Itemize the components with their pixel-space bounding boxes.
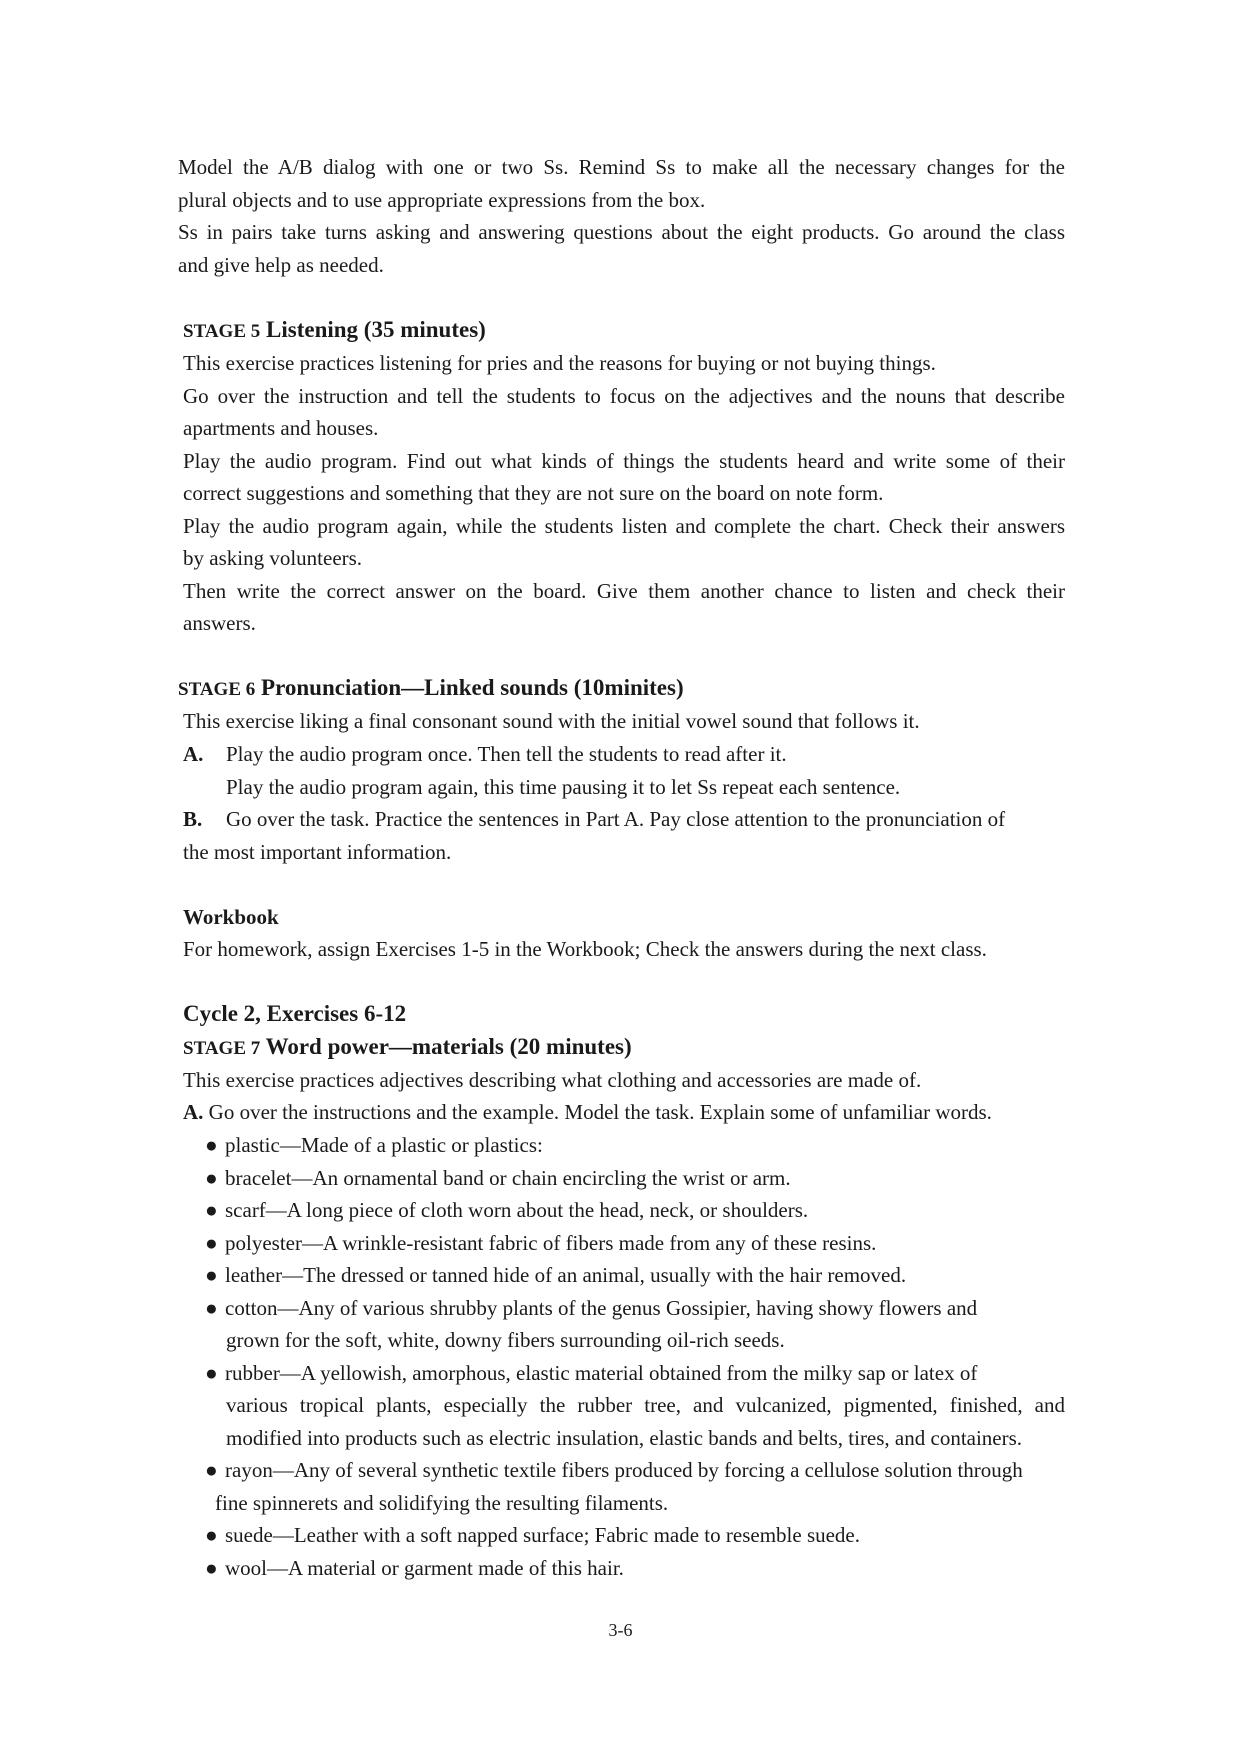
bullet-icon: ● [205,1556,218,1580]
stage7-a-label: A. [183,1100,204,1124]
stage6-b-text-1: Go over the task. Practice the sentences in Part A. Pay close attention to the pronunciation of [226,807,1006,831]
stage5-prefix: STAGE 5 [183,321,261,342]
intro-line-4: and give help as needed. [178,253,384,277]
stage5-line-4: Play the audio program. Find out what kinds of things the students heard and write some of their [183,449,1065,473]
list-item-text: suede—Leather with a soft napped surface; Fabric made to resemble suede. [225,1523,861,1547]
bullet-icon: ● [205,1523,218,1547]
stage6-a-label: A. [183,742,204,766]
list-item-rubber-cont-2: modified into products such as electric insulation, elastic bands and belts, tires, and containers. [226,1426,1023,1450]
stage7-prefix: STAGE 7 [183,1038,261,1059]
stage7-heading [183,1031,632,1065]
stage5-line-2: Go over the instruction and tell the students to focus on the adjectives and the nouns that describe [183,384,1065,408]
list-item-suede [205,1519,860,1551]
stage5-line-5: correct suggestions and something that they are not sure on the board on note form. [183,481,884,505]
stage6-a-line-2: Play the audio program again, this time pausing it to let Ss repeat each sentence. [226,775,901,799]
stage5-title: Listening (35 minutes) [266,317,486,342]
stage7-intro: This exercise practices adjectives describing what clothing and accessories are made of. [183,1068,922,1092]
stage6-title: Pronunciation—Linked sounds (10minites) [261,675,684,700]
list-item-bracelet [205,1162,791,1194]
bullet-icon: ● [205,1296,218,1320]
stage7-title: Word power—materials (20 minutes) [265,1034,632,1059]
stage6-intro: This exercise liking a final consonant sound with the initial vowel sound that follows it. [183,709,920,733]
bullet-icon: ● [205,1263,218,1287]
stage6-a-line-1 [183,738,787,770]
bullet-icon: ● [205,1231,218,1255]
list-item-wool [205,1552,624,1584]
list-item-text: polyester—A wrinkle-resistant fabric of fibers made from any of these resins. [225,1231,877,1255]
stage5-line-6: Play the audio program again, while the students listen and complete the chart. Check their answers [183,514,1065,538]
stage6-heading [178,672,684,706]
list-item-text: cotton—Any of various shrubby plants of the genus Gossipier, having showy flowers and [225,1296,978,1320]
list-item-rubber [205,1357,977,1389]
list-item-scarf [205,1194,808,1226]
list-item-text: scarf—A long piece of cloth worn about the head, neck, or shoulders. [225,1198,809,1222]
list-item-plastic [205,1129,543,1161]
stage5-line-9: answers. [183,611,256,635]
list-item-cotton-cont: grown for the soft, white, downy fibers surrounding oil-rich seeds. [226,1328,785,1352]
stage5-line-3: apartments and houses. [183,416,379,440]
page-number: 3-6 [608,1620,633,1640]
list-item-leather [205,1259,906,1291]
bullet-icon: ● [205,1166,218,1190]
bullet-icon: ● [205,1458,218,1482]
stage5-line-8: Then write the correct answer on the board. Give them another chance to listen and check their [183,579,1065,603]
list-item-text: wool—A material or garment made of this hair. [225,1556,624,1580]
stage6-a-text-1: Play the audio program once. Then tell the students to read after it. [226,742,787,766]
list-item-text: bracelet—An ornamental band or chain encircling the wrist or arm. [225,1166,791,1190]
bullet-icon: ● [205,1361,218,1385]
list-item-rayon-cont: fine spinnerets and solidifying the resulting filaments. [215,1491,669,1515]
stage6-b-label: B. [183,807,203,831]
list-item-rubber-cont-1: various tropical plants, especially the rubber tree, and vulcanized, pigmented, finished, and [226,1393,1065,1417]
list-item-text: leather—The dressed or tanned hide of an animal, usually with the hair removed. [225,1263,907,1287]
bullet-icon: ● [205,1133,218,1157]
list-item-text: plastic—Made of a plastic or plastics: [225,1133,543,1157]
stage6-b-line-1 [183,803,1065,835]
list-item-cotton [205,1292,977,1324]
list-item-text: rubber—A yellowish, amorphous, elastic material obtained from the milky sap or latex of [225,1361,978,1385]
cycle2-title: Cycle 2, Exercises 6-12 [183,1001,407,1026]
stage5-line-1: This exercise practices listening for pries and the reasons for buying or not buying things. [183,351,936,375]
intro-line-2: plural objects and to use appropriate expressions from the box. [178,188,706,212]
stage6-prefix: STAGE 6 [178,679,256,700]
bullet-icon: ● [205,1198,218,1222]
stage7-a-text: Go over the instructions and the example. Model the task. Explain some of unfamiliar words. [208,1100,992,1124]
list-item-text: rayon—Any of several synthetic textile fibers produced by forcing a cellulose solution through [225,1458,1023,1482]
stage5-heading [183,314,486,348]
stage7-a-line [183,1096,992,1128]
intro-line-1: Model the A/B dialog with one or two Ss. Remind Ss to make all the necessary changes for the [178,155,1065,179]
list-item-polyester [205,1227,876,1259]
workbook-text: For homework, assign Exercises 1-5 in the Workbook; Check the answers during the next class. [183,937,987,961]
list-item-rayon [205,1454,1023,1486]
stage6-b-line-2: the most important information. [183,840,452,864]
intro-line-3: Ss in pairs take turns asking and answering questions about the eight products. Go around the class [178,220,1065,244]
stage5-line-7: by asking volunteers. [183,546,363,570]
workbook-title: Workbook [183,905,279,929]
